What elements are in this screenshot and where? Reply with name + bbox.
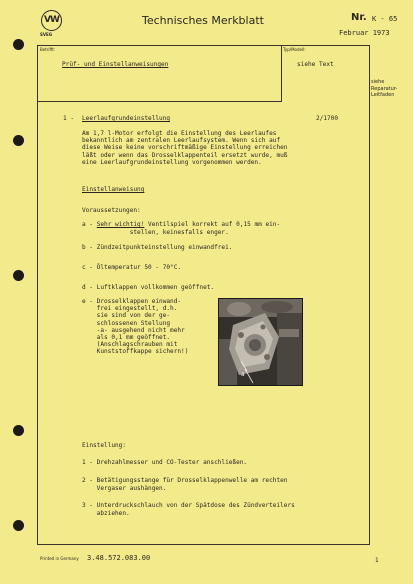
punch-hole: [13, 270, 24, 281]
item-e-line: frei eingestellt, d.h.: [82, 305, 178, 313]
number-label: Nr.: [351, 12, 367, 23]
document-date: Februar 1973: [339, 29, 390, 37]
item-e-line: als 0,1 mm geöffnet.: [82, 334, 171, 342]
punch-hole: [13, 39, 24, 50]
throttle-body-photo: [218, 298, 303, 386]
throttle-body-illustration: [219, 299, 302, 385]
item-e-line: -a- ausgehend nicht mehr: [82, 326, 185, 334]
intro-paragraph: [82, 130, 287, 166]
item-a-text: Ventilspiel korrekt auf 0,15 mm ein-: [144, 221, 281, 228]
typ-value: siehe Text: [297, 61, 334, 68]
einstellung-label: Einstellung:: [82, 442, 127, 449]
section-number: 1 -: [63, 115, 75, 122]
step-3: 3 - Unterdruckschlauch von der Spätdose des Zündverteilers: [82, 502, 295, 509]
betrifft-value: Prüf- und Einstellanweisungen: [62, 61, 169, 68]
sidebar-line: Reparatur-: [371, 85, 398, 92]
punch-hole: [13, 520, 24, 531]
sub-heading: Einstellanweisung: [82, 186, 145, 193]
section-ref: 2/1700: [316, 115, 339, 122]
intro-line: eine Leerlaufgrundeinstellung vorgenommen werden.: [82, 158, 262, 166]
page-number: 1: [375, 557, 379, 564]
item-e-line: sie sind von der ge-: [82, 312, 171, 320]
number-value: K - 65: [372, 15, 398, 23]
item-a-marker: a -: [82, 221, 97, 228]
logo-subtitle: SVEG: [40, 32, 52, 37]
step-3-continuation: abziehen.: [82, 509, 130, 517]
item-d: d - Luftklappen vollkommen geöffnet.: [82, 284, 215, 291]
step-1: 1 - Drehzahlmesser und CO-Tester anschließen.: [82, 459, 248, 466]
sidebar-line: Leitfaden: [371, 92, 395, 98]
typ-label: Typ/Modell:: [283, 47, 306, 52]
item-a-continuation: stellen, keinesfalls enger.: [82, 228, 229, 236]
item-e-line: (Anschlagschrauben mit: [82, 341, 178, 349]
betrifft-box: [37, 45, 282, 102]
betrifft-label: Betrifft:: [40, 47, 56, 52]
step-2: 2 - Betätigungsstange für Drosselklappenwelle am rechten: [82, 477, 288, 484]
intro-line: läßt oder wenn das Drosselklappenteil ersetzt wurde, muß: [82, 151, 288, 159]
printed-in: Printed in Germany: [40, 556, 79, 561]
item-c: c - Öltemperatur 50 - 70°C.: [82, 264, 182, 271]
item-e-line: schlossenen Stellung: [82, 319, 171, 327]
punch-hole: [13, 425, 24, 436]
punch-hole: [13, 135, 24, 146]
item-b: b - Zündzeitpunkteinstellung einwandfrei.: [82, 244, 233, 251]
item-e-line: e - Drosselklappen einwand-: [82, 298, 182, 305]
document-code: 3.48.572.083.00: [87, 554, 151, 562]
item-a: [82, 221, 280, 228]
intro-line: Am 1,7 l-Motor erfolgt die Einstellung des Leerlaufes: [82, 130, 277, 137]
photo-label-a: a: [241, 371, 245, 378]
item-e: [82, 298, 188, 356]
item-e-line: Kunststoffkappe sichern!): [82, 348, 189, 356]
document-title: Technisches Merkblatt: [142, 14, 264, 27]
intro-line: diese Weise keine vorschriftmäßige Einstellung erreichen: [82, 144, 288, 152]
item-a-emphasis: Sehr wichtig!: [96, 221, 145, 228]
sidebar-line: siehe: [371, 79, 385, 85]
section-heading: Leerlaufgrundeinstellung: [82, 115, 171, 122]
intro-line: bekanntlich am zentralen Leerlaufsystem. Wenn sich auf: [82, 137, 281, 145]
sidebar-note: [371, 79, 397, 99]
vw-logo: VW: [41, 10, 62, 31]
step-2-continuation: Vergaser aushängen.: [82, 484, 167, 492]
prereq-label: Voraussetzungen:: [82, 207, 141, 214]
